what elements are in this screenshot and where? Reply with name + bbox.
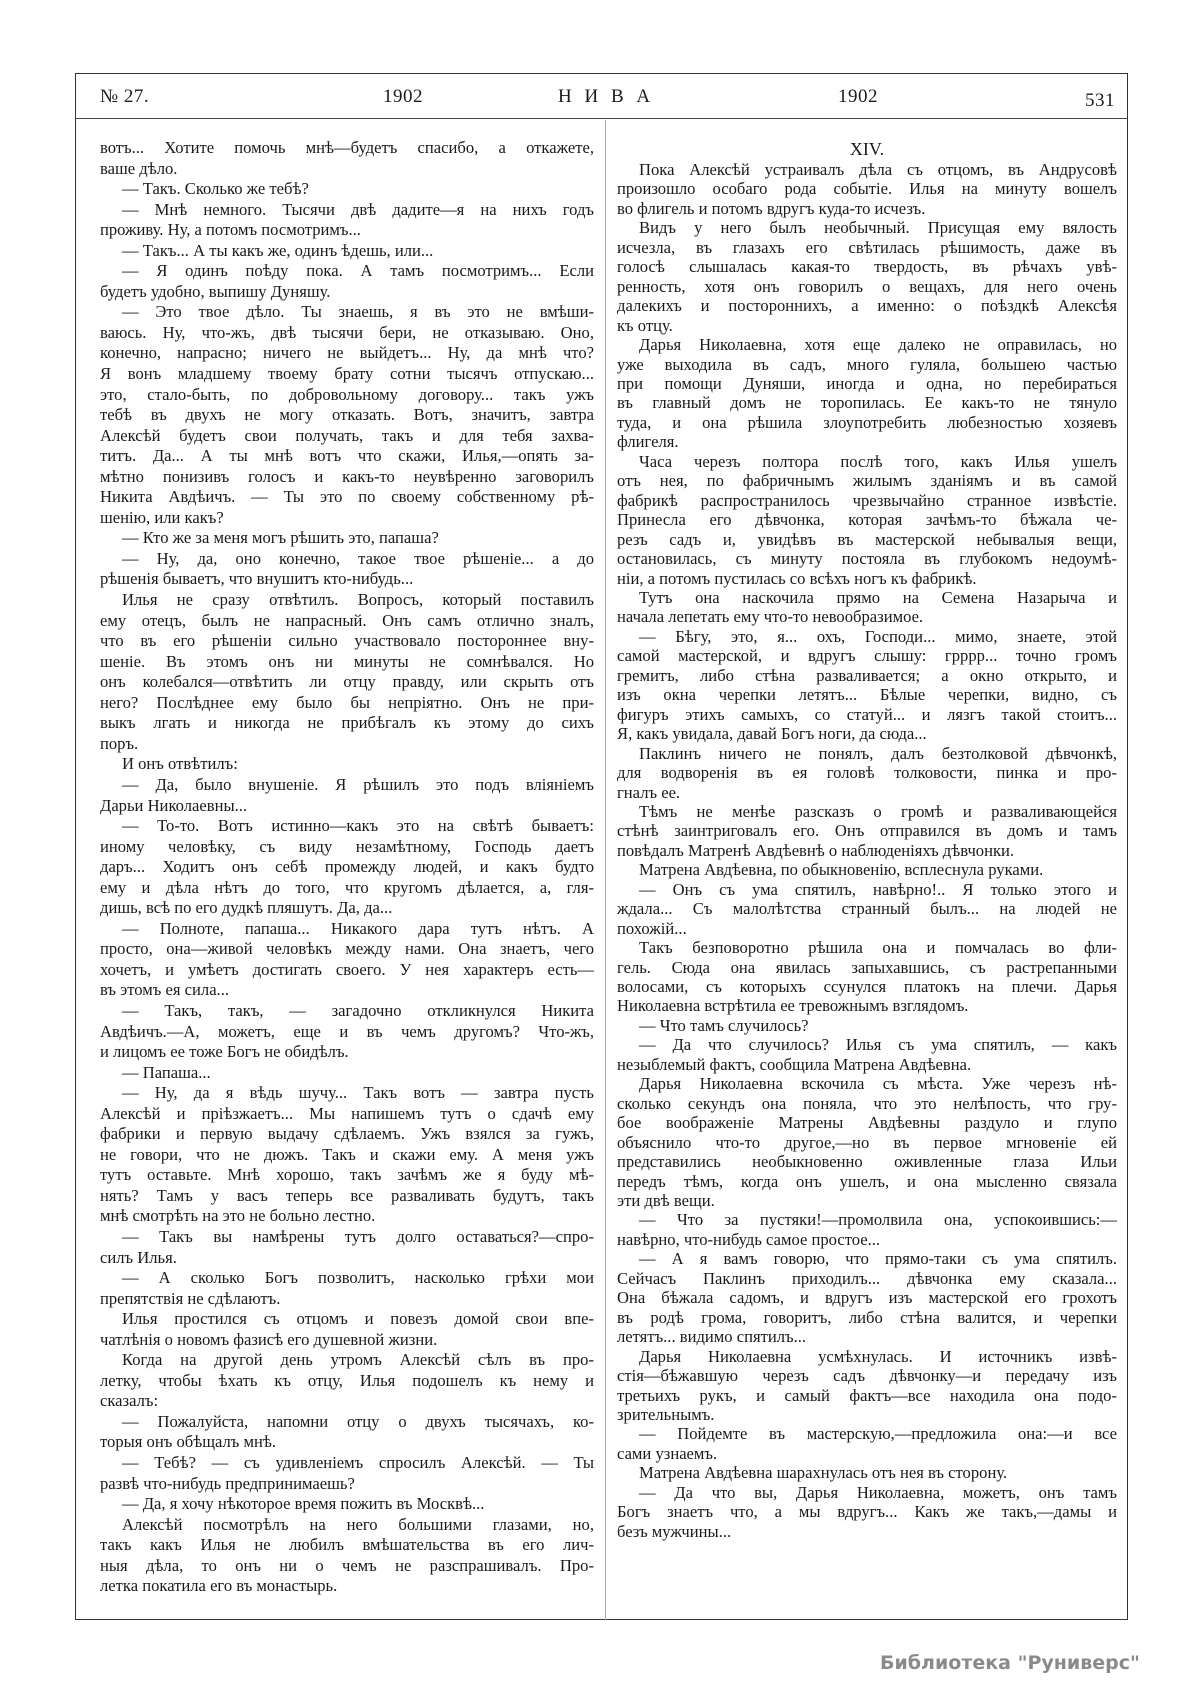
text-line: — Кто же за меня могъ рѣшить это, папаша? bbox=[122, 528, 439, 548]
text-line: тебѣ въ двухъ не могу отказать. Вотъ, значитъ, завтра bbox=[100, 405, 594, 425]
paragraph bbox=[100, 200, 594, 241]
text-line: Илья простился съ отцомъ и повезъ домой свои впе- bbox=[122, 1309, 594, 1329]
chapter-heading: XIV. bbox=[849, 139, 885, 159]
text-line: въ родѣ грома, говоритъ, либо стѣна валится, и черепки bbox=[617, 1307, 1117, 1327]
text-line: Пока Алексѣй устраивалъ дѣла съ отцомъ, въ Андрусовѣ bbox=[639, 160, 1117, 179]
text-line: него? Послѣднее ему было бы непріятно. Онъ не при- bbox=[100, 692, 594, 712]
text-line: дишь, всѣ по его дудкѣ пляшутъ. Да, да... bbox=[100, 898, 393, 918]
text-line: зрительнымъ. bbox=[617, 1405, 715, 1424]
text-line: поръ. bbox=[100, 733, 139, 753]
text-line: — Ну, да я вѣдь шучу... Такъ вотъ — завтра пусть bbox=[122, 1083, 594, 1103]
text-line: — Такъ. Сколько же тебѣ? bbox=[122, 179, 309, 199]
text-line: третьихъ рукъ, и самый фактъ—все находила она подо- bbox=[617, 1385, 1117, 1405]
library-watermark: Библиотека "Руниверс" bbox=[880, 1652, 1140, 1674]
paragraph bbox=[100, 1227, 594, 1268]
paragraph bbox=[617, 880, 1117, 938]
text-line: объяснило что-то другое,—но въ первое мгновеніе ей bbox=[617, 1132, 1117, 1152]
text-line: стѣнѣ заинтриговалъ его. Онъ отправился въ домъ и тамъ bbox=[617, 821, 1117, 841]
text-line: при помощи Дуняши, иногда и одна, но перебираться bbox=[617, 373, 1117, 393]
text-line: конечно, напрасно; ничего не выйдетъ... Ну, да мнѣ что? bbox=[100, 343, 594, 363]
header-rule bbox=[75, 118, 1128, 119]
text-line: ему отецъ, былъ не напрасный. Онъ самъ отлично зналъ, bbox=[100, 610, 594, 630]
paragraph bbox=[100, 1309, 594, 1350]
paragraph bbox=[100, 816, 594, 919]
text-line: исчезла, въ глазахъ его свѣтилась рѣшимость, даже въ bbox=[617, 237, 1117, 257]
issue-number: № 27. bbox=[100, 86, 150, 107]
paragraph bbox=[100, 919, 594, 1001]
text-line: Тѣмъ не менѣе разсказъ о громѣ и разваливающейся bbox=[639, 801, 1117, 821]
text-line: навѣрно, что-нибудь самое простое... bbox=[617, 1229, 881, 1249]
paragraph bbox=[617, 1035, 1117, 1074]
paragraph bbox=[617, 1424, 1117, 1463]
text-line: шеніе. Въ этомъ онъ ни минуты не сомнѣвался. Но bbox=[100, 651, 594, 671]
text-line: — Такъ, такъ, — загадочно откликнулся Никита bbox=[122, 1000, 594, 1020]
paragraph bbox=[617, 1074, 1117, 1210]
text-line: — То-то. Вотъ истинно—какъ это на свѣтѣ бываетъ: bbox=[122, 816, 594, 836]
text-line: это, стало-быть, по добровольному договору... такъ ужъ bbox=[100, 384, 594, 404]
text-line: флигеля. bbox=[617, 432, 679, 452]
right-column bbox=[617, 138, 1117, 1541]
text-line: препятствія не сдѣлаютъ. bbox=[100, 1288, 281, 1308]
text-line: остановилась, съ минуту постояла въ глубокомъ недоумѣ- bbox=[617, 549, 1117, 569]
text-line: — Да, я хочу нѣкоторое время пожить въ Москвѣ... bbox=[122, 1494, 485, 1514]
text-line: вотъ... Хотите помочь мнѣ—будетъ спасибо, а откажете, bbox=[100, 138, 594, 157]
paragraph bbox=[100, 1453, 594, 1494]
text-line: ренность, хотя онъ говорилъ о вещахъ, для него очень bbox=[617, 276, 1117, 296]
text-line: начала лепетать ему что-то невообразимое. bbox=[617, 607, 924, 627]
text-line: въ главный домъ не торопилась. Ее какъ-то не тянуло bbox=[617, 393, 1117, 413]
text-line: эти двѣ вещи. bbox=[617, 1191, 715, 1211]
paragraph bbox=[100, 1412, 594, 1453]
magazine-title: Н И В А bbox=[558, 86, 655, 107]
text-line: чатлѣнія о новомъ фазисѣ его душевной жизни. bbox=[100, 1329, 438, 1349]
text-line: изъ окна черепки летятъ... Бѣлые черепки, видно, съ bbox=[617, 685, 1117, 705]
text-line: — Полноте, папаша... Никакого дара тутъ нѣтъ. А bbox=[122, 918, 594, 938]
text-line: Матрена Авдѣевна шарахнулась отъ нея въ сторону. bbox=[639, 1463, 1008, 1483]
text-line: безъ мужчины... bbox=[617, 1521, 732, 1541]
text-line: — Пожалуйста, напомни отцу о двухъ тысячахъ, ко- bbox=[122, 1411, 594, 1431]
paragraph bbox=[617, 160, 1117, 218]
text-line: въ этомъ ея сила... bbox=[100, 980, 229, 1000]
text-line: Дарья Николаевна, хотя еще далеко не оправилась, но bbox=[639, 335, 1117, 355]
text-line: мнѣ смотрѣть на это не больно лестно. bbox=[100, 1206, 376, 1226]
text-line: къ отцу. bbox=[617, 315, 673, 335]
paragraph bbox=[617, 588, 1117, 627]
text-line: — Что за пустяки!—промолвила она, успокоившись:— bbox=[639, 1210, 1117, 1230]
text-line: мѣтно понизивъ голосъ и какъ-то неувѣренно заговорилъ bbox=[100, 466, 594, 486]
text-line: — А сколько Богъ позволитъ, насколько грѣхи мои bbox=[122, 1268, 594, 1288]
paragraph bbox=[617, 335, 1117, 452]
text-line: не говори, что не дюжъ. Такъ и скажи ему. А меня ужъ bbox=[100, 1144, 594, 1164]
text-line: ныя дѣла, то онъ ни о чемъ не разспрашивалъ. Про- bbox=[100, 1555, 594, 1575]
text-line: — А я вамъ говорю, что прямо-таки съ ума спятилъ. bbox=[639, 1249, 1117, 1269]
paragraph bbox=[617, 1483, 1117, 1541]
text-line: — Папаша... bbox=[122, 1062, 211, 1082]
text-line: онъ колебался—отвѣтить ли отцу правду, или скрыть отъ bbox=[100, 672, 594, 692]
paragraph bbox=[100, 1001, 594, 1063]
text-line: передъ тѣмъ, когда онъ ушелъ, и она мысленно связала bbox=[617, 1171, 1117, 1191]
paragraph bbox=[617, 860, 1117, 879]
text-line: представились необыкновенно оживленные глаза Ильи bbox=[617, 1152, 1117, 1172]
text-line: развѣ что-нибудь предпринимаешь? bbox=[100, 1473, 355, 1493]
paragraph bbox=[100, 1083, 594, 1227]
text-line: Такъ безповоротно рѣшила она и помчалась во фли- bbox=[639, 938, 1117, 958]
paragraph bbox=[100, 241, 594, 262]
text-line: — Такъ вы намѣрены тутъ долго оставаться?—спро- bbox=[122, 1226, 594, 1246]
text-line: торыя онъ обѣщалъ мнѣ. bbox=[100, 1432, 277, 1452]
text-line: даръ... Ходитъ онъ себѣ промежду людей, и какъ будто bbox=[100, 857, 594, 877]
text-line: титъ. Да... А ты мнѣ вотъ что скажи, Илья,—опять за- bbox=[100, 446, 594, 466]
text-line: фигуръ этихъ самыхъ, со статуй... и лязгъ такой стоитъ... bbox=[617, 704, 1117, 724]
text-line: такъ какъ Илья не любилъ вмѣшательства въ его лич- bbox=[100, 1535, 594, 1555]
paragraph bbox=[617, 1249, 1117, 1346]
paragraph bbox=[100, 549, 594, 590]
paragraph bbox=[617, 1347, 1117, 1425]
text-line: летку, чтобы ѣхать къ отцу, Илья подошелъ къ нему и bbox=[100, 1370, 594, 1390]
text-line: — Онъ съ ума спятилъ, навѣрно!.. Я только этого и bbox=[639, 879, 1117, 899]
paragraph bbox=[100, 302, 594, 528]
text-line: Видъ у него былъ необычный. Присущая ему вялость bbox=[639, 218, 1117, 238]
paragraph bbox=[617, 452, 1117, 588]
text-line: гремитъ, либо стѣна разваливается; а окно открыто, и bbox=[617, 665, 1117, 685]
text-line: туда, и она рѣшила злоупотребить любезностью хозяевъ bbox=[617, 412, 1117, 432]
text-line: Сейчасъ Паклинъ приходилъ... дѣвчонка ему сказала... bbox=[617, 1268, 1117, 1288]
text-line: для водворенія въ ея головѣ толковости, пинка и про- bbox=[617, 763, 1117, 783]
paragraph bbox=[617, 627, 1117, 744]
text-line: нять? Тамъ у васъ теперь все разваливать будутъ, такъ bbox=[100, 1185, 594, 1205]
text-line: будетъ удобно, выпишу Дуняшу. bbox=[100, 281, 331, 301]
text-line: Тутъ она наскочила прямо на Семена Назарыча и bbox=[639, 587, 1117, 607]
text-line: во флигель и потомъ вдругъ куда-то исчезъ. bbox=[617, 198, 926, 218]
text-line: — Тебѣ? — съ удивленіемъ спросилъ Алексѣй. — Ты bbox=[122, 1453, 594, 1472]
column-divider bbox=[605, 120, 606, 1620]
text-line: ваше дѣло. bbox=[100, 158, 178, 178]
text-line: Матрена Авдѣевна, по обыкновенію, всплеснула руками. bbox=[639, 860, 1044, 880]
paragraph bbox=[617, 1463, 1117, 1482]
text-line: незыблемый фактъ, сообщила Матрена Авдѣевна. bbox=[617, 1054, 972, 1074]
text-line: Богъ знаетъ что, а мы вдругъ... Какъ же такъ,—дамы и bbox=[617, 1502, 1117, 1522]
paragraph bbox=[617, 1210, 1117, 1249]
text-line: шенію, или какъ? bbox=[100, 507, 224, 527]
text-line: — Это твое дѣло. Ты знаешь, я въ это не вмѣши- bbox=[122, 302, 594, 322]
text-line: летятъ... видимо спятилъ... bbox=[617, 1327, 807, 1347]
text-line: силъ Илья. bbox=[100, 1247, 177, 1267]
text-line: и лицомъ ее тоже Богъ не обидѣлъ. bbox=[100, 1042, 349, 1062]
text-line: уже выходила въ садъ, много гуляла, большею частью bbox=[617, 354, 1117, 374]
text-line: Паклинъ ничего не понялъ, далъ безтолковой дѣвчонкѣ, bbox=[639, 743, 1117, 763]
text-line: — Мнѣ немного. Тысячи двѣ дадите—я на нихъ годъ bbox=[122, 199, 594, 219]
paragraph bbox=[617, 218, 1117, 335]
text-line: Часа черезъ полтора послѣ того, какъ Илья ушелъ bbox=[639, 451, 1117, 471]
text-line: голосѣ слышалась какая-то твердость, въ рѣчахъ увѣ- bbox=[617, 257, 1117, 277]
paragraph bbox=[100, 754, 594, 775]
text-line: сказалъ: bbox=[100, 1391, 159, 1411]
text-line: — Что тамъ случилось? bbox=[639, 1015, 809, 1035]
paragraph bbox=[100, 261, 594, 302]
text-line: Дарья Николаевна усмѣхнулась. И источникъ извѣ- bbox=[639, 1346, 1117, 1366]
text-line: ждала... Съ малолѣтства странный былъ... на людей не bbox=[617, 899, 1117, 919]
text-line: Никита Авдѣичъ. — Ты это по своему собственному рѣ- bbox=[100, 487, 594, 507]
text-line: Я, какъ увидала, давай Богъ ноги, да сюда... bbox=[617, 724, 927, 744]
text-line: проживу. Ну, а потомъ посмотримъ... bbox=[100, 220, 361, 240]
text-line: Илья не сразу отвѣтилъ. Вопросъ, который поставилъ bbox=[122, 590, 594, 610]
text-line: — Такъ... А ты какъ же, одинъ ѣдешь, или... bbox=[122, 240, 434, 260]
paragraph bbox=[100, 1063, 594, 1084]
text-line: сколько секундъ она поняла, что это нелѣпость, что гру- bbox=[617, 1093, 1117, 1113]
text-line: Дарья Николаевна вскочила съ мѣста. Уже черезъ нѣ- bbox=[639, 1074, 1117, 1094]
text-line: — Да, было внушеніе. Я рѣшилъ это подъ вліяніемъ bbox=[122, 774, 594, 794]
paragraph bbox=[617, 744, 1117, 802]
year-left: 1902 bbox=[383, 86, 423, 107]
text-line: Николаевна встрѣтила ее тревожнымъ взглядомъ. bbox=[617, 996, 969, 1016]
text-line: тутъ оставьте. Мнѣ хорошо, такъ зачѣмъ же я буду мѣ- bbox=[100, 1165, 594, 1185]
text-line: повѣдалъ Матренѣ Авдѣевнѣ о наблюденіяхъ дѣвчонки. bbox=[617, 840, 1015, 860]
text-line: иному человѣку, съ виду незамѣтному, Господь даетъ bbox=[100, 836, 594, 856]
text-line: ему и дѣла нѣтъ до того, что кругомъ дѣлается, а, гля- bbox=[100, 877, 594, 897]
text-line: Авдѣичъ.—А, можетъ, еще и въ чемъ другомъ? Что-жъ, bbox=[100, 1021, 594, 1041]
page-number: 531 bbox=[1085, 90, 1115, 111]
text-line: — Пойдемте въ мастерскую,—предложила она:—и все bbox=[639, 1424, 1117, 1444]
paragraph bbox=[100, 1350, 594, 1412]
text-line: Принесла его дѣвчонка, которая зачѣмъ-то бѣжала че- bbox=[617, 510, 1117, 530]
paragraph bbox=[100, 1268, 594, 1309]
text-line: летка покатила его въ монастырь. bbox=[100, 1576, 338, 1596]
paragraph bbox=[100, 590, 594, 754]
text-line: что въ его рѣшеніи сильно участвовало постороннее вну- bbox=[100, 631, 594, 651]
text-line: Дарьи Николаевны... bbox=[100, 795, 248, 815]
paragraph bbox=[617, 802, 1117, 860]
text-line: похожій... bbox=[617, 918, 687, 938]
paragraph bbox=[617, 938, 1117, 1016]
text-line: сами узнаемъ. bbox=[617, 1443, 718, 1463]
text-line: резъ садъ и, увидѣвъ въ мастерской небывалыя вещи, bbox=[617, 529, 1117, 549]
text-line: — Ну, да, оно конечно, такое твое рѣшеніе... а до bbox=[122, 548, 594, 568]
year-right: 1902 bbox=[838, 86, 878, 107]
text-line: Алексѣй и пріѣзжаетъ... Мы напишемъ тутъ о сдачѣ ему bbox=[100, 1103, 594, 1123]
paragraph bbox=[100, 179, 594, 200]
text-line: волосами, съ которыхъ ссунулся платокъ на плечи. Дарья bbox=[617, 977, 1117, 997]
paragraph bbox=[100, 1494, 594, 1515]
text-line: — Да что случилось? Илья съ ума спятилъ, — какъ bbox=[639, 1035, 1117, 1055]
text-line: гель. Сюда она явилась запыхавшись, съ растрепанными bbox=[617, 957, 1117, 977]
paragraph bbox=[100, 775, 594, 816]
text-line: — Я одинъ поѣду пока. А тамъ посмотримъ... Если bbox=[122, 261, 594, 281]
text-line: просто, она—живой человѣкъ между нами. Она знаетъ, чего bbox=[100, 939, 594, 959]
text-line: Алексѣй посмотрѣлъ на него большими глазами, но, bbox=[122, 1514, 594, 1534]
left-column bbox=[100, 138, 594, 1597]
text-line: отъ нея, по фабричнымъ жилымъ зданіямъ и въ самой bbox=[617, 471, 1117, 491]
text-line: И онъ отвѣтилъ: bbox=[122, 754, 238, 774]
text-line: фабрикѣ распространилось чрезвычайно странное извѣстіе. bbox=[617, 490, 1117, 510]
text-line: далекихъ и постороннихъ, а именно: о поѣздкѣ Алексѣя bbox=[617, 296, 1117, 316]
text-line: Я вонъ младшему твоему брату сотни тысячъ отпускаю... bbox=[100, 364, 594, 384]
text-line: Алексѣй будетъ свои получать, такъ и для тебя захва- bbox=[100, 425, 594, 445]
paragraph bbox=[100, 528, 594, 549]
paragraph bbox=[100, 138, 594, 179]
text-line: — Бѣгу, это, я... охъ, Господи... мимо, знаете, этой bbox=[639, 626, 1117, 646]
text-line: ніи, а потомъ пустилась со всѣхъ ногъ къ фабрикѣ. bbox=[617, 568, 977, 588]
text-line: самой мастерской, и вдругъ слышу: грррр... точно громъ bbox=[617, 646, 1117, 666]
text-line: ваюсь. Ну, что-жъ, двѣ тысячи бери, не отказываю. Оно, bbox=[100, 322, 594, 342]
text-line: фабрики и первую выдачу сдѣлаемъ. Ужъ взялся за гужъ, bbox=[100, 1124, 594, 1144]
paragraph bbox=[100, 1515, 594, 1597]
text-line: Когда на другой день утромъ Алексѣй сѣлъ въ про- bbox=[122, 1350, 594, 1370]
text-line: стія—бѣжавшую черезъ садъ дѣвчонку—и передачу изъ bbox=[617, 1366, 1117, 1386]
text-line: гналъ ее. bbox=[617, 782, 681, 802]
text-line: — Да что вы, Дарья Николаевна, можетъ, онъ тамъ bbox=[639, 1482, 1117, 1502]
text-line: рѣшенія бываетъ, что внушитъ кто-нибудь... bbox=[100, 569, 414, 589]
text-line: произошло особаго рода событіе. Илья на минуту вошелъ bbox=[617, 179, 1117, 199]
text-line: бое воображеніе Матрены Авдѣевны раздуло и глупо bbox=[617, 1113, 1117, 1133]
text-line: Она бѣжала садомъ, и вдругъ изъ мастерской его грохотъ bbox=[617, 1288, 1117, 1308]
text-line: хочетъ, и умѣетъ достигать своего. У нея характеръ есть— bbox=[100, 959, 594, 979]
paragraph bbox=[617, 1016, 1117, 1035]
text-line: выкъ лгать и никогда не прибѣгалъ къ этому до сихъ bbox=[100, 713, 594, 733]
